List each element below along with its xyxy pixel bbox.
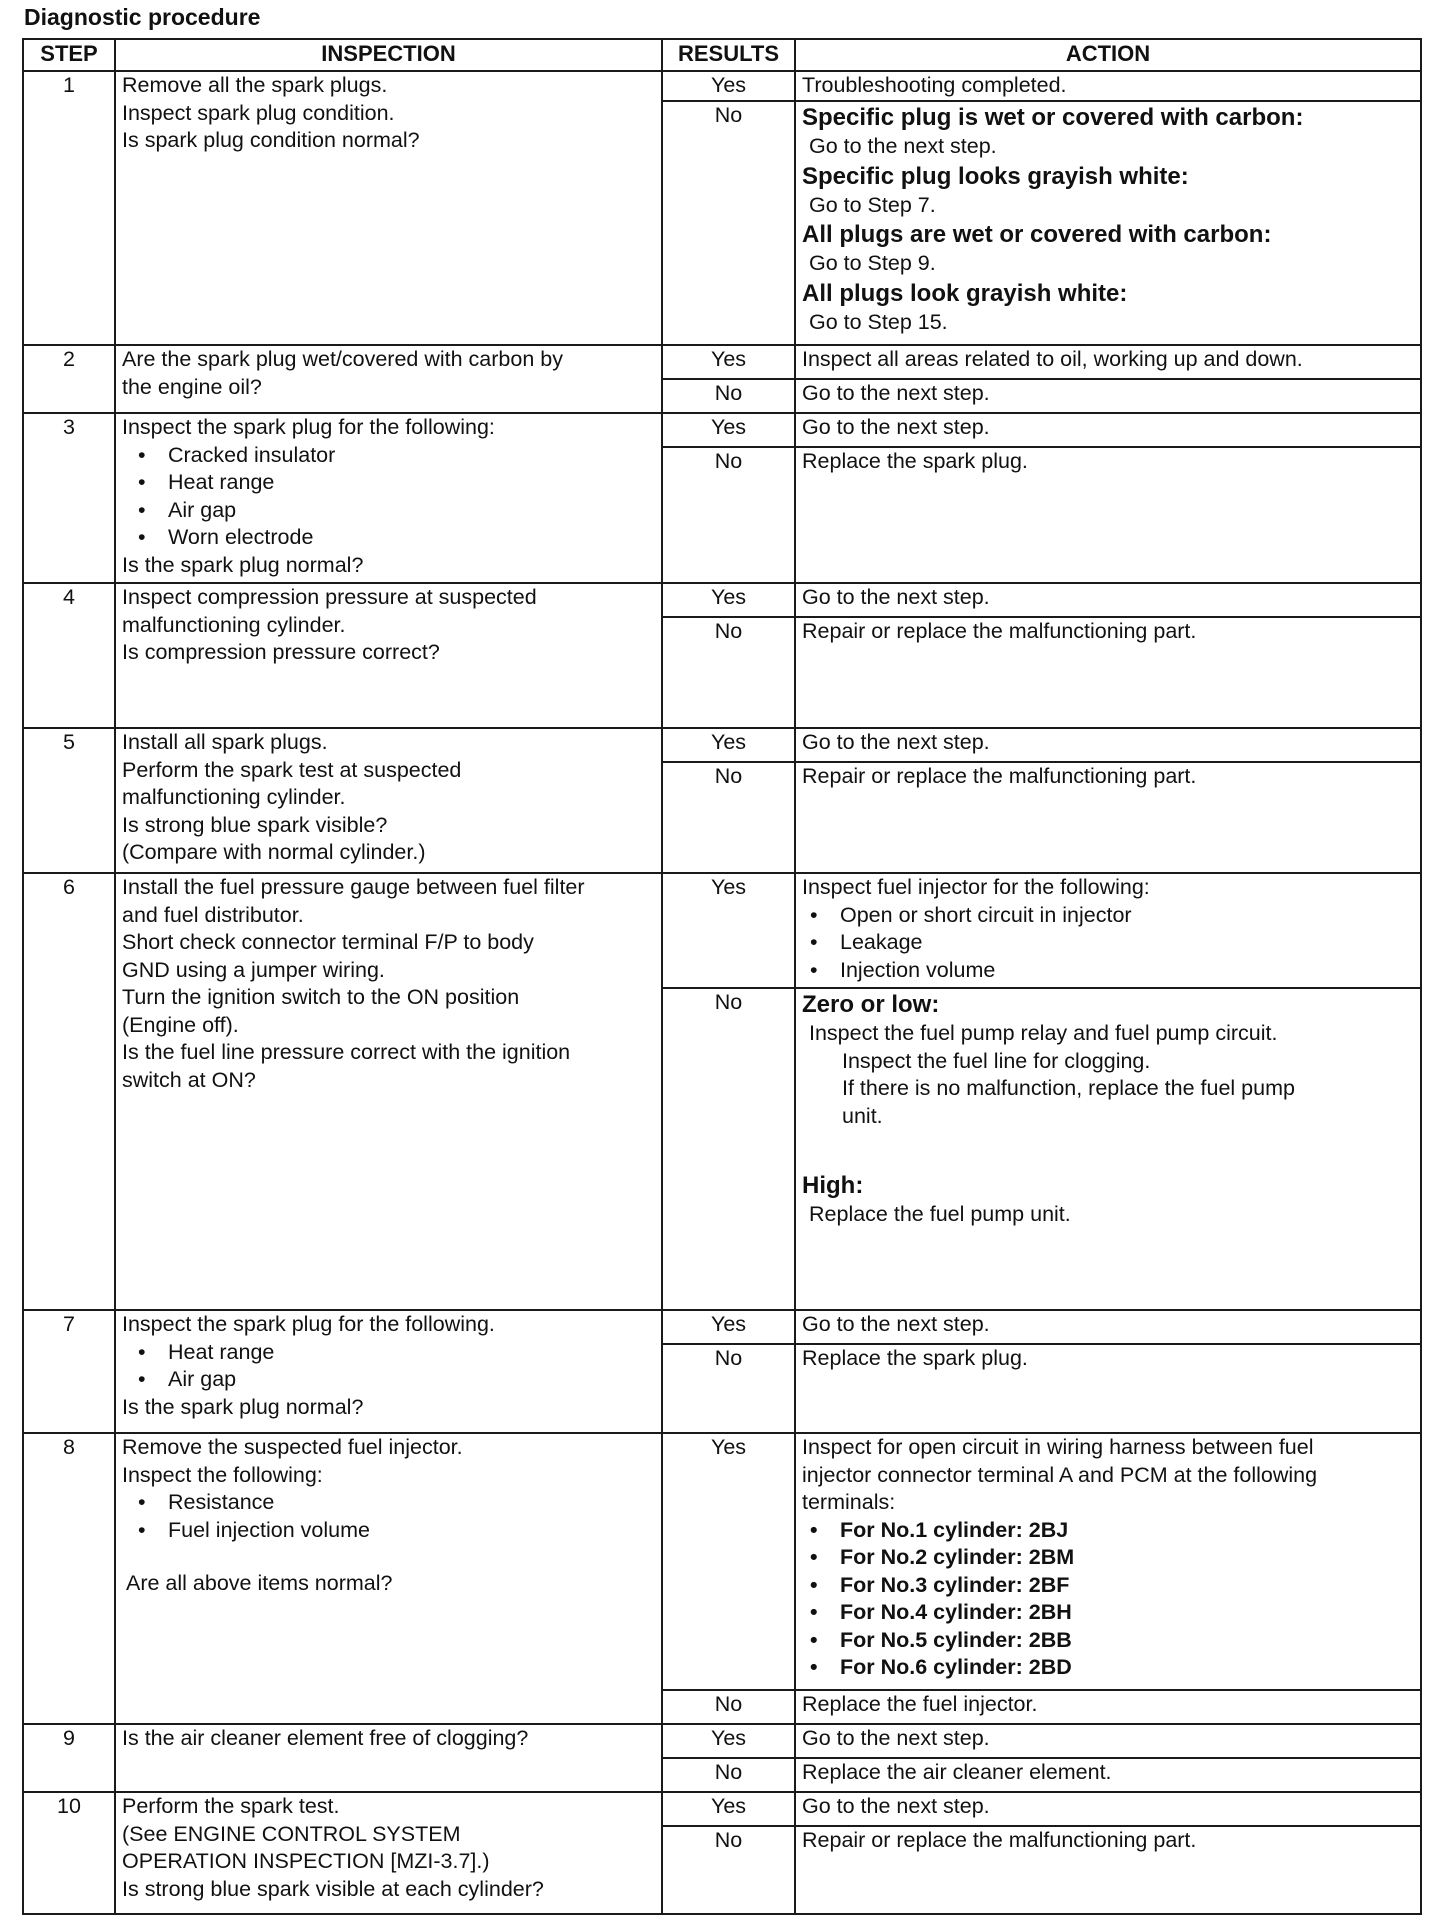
table-row <box>23 1310 1421 1344</box>
inspection-text: Install all spark plugs. <box>122 730 328 754</box>
header-row <box>23 39 1421 71</box>
action-cell: Go to the next step. <box>795 1724 1421 1758</box>
header-step: STEP <box>23 39 115 71</box>
inspection-text: malfunctioning cylinder. <box>122 612 346 637</box>
action-cell: Replace the air cleaner element. <box>795 1758 1421 1792</box>
inspection-text: (See ENGINE CONTROL SYSTEM <box>122 1821 461 1846</box>
list-item: • For No.4 cylinder: 2BH <box>810 1600 1072 1624</box>
table-row <box>23 1433 1421 1690</box>
result-no: No <box>662 762 795 873</box>
action-cell: Go to the next step. <box>795 728 1421 762</box>
inspection-cell <box>115 583 662 728</box>
list-item: • Open or short circuit in injector <box>810 902 1132 927</box>
condition-text: Inspect the fuel line for clogging. <box>842 1048 1151 1073</box>
step-number: 8 <box>23 1433 115 1724</box>
action-text: terminals: <box>802 1490 896 1514</box>
step-number: 6 <box>23 873 115 1310</box>
inspection-cell <box>115 1310 662 1433</box>
bullet-text: Heat range <box>168 470 275 494</box>
diagnostic-table <box>22 38 1422 1915</box>
inspection-text: Inspect the spark plug for the following: <box>122 415 495 439</box>
list-item: • Worn electrode <box>138 525 314 549</box>
result-yes: Yes <box>662 873 795 988</box>
bullet-text: Fuel injection volume <box>168 1517 370 1542</box>
bullet-text: Injection volume <box>840 957 996 982</box>
inspection-text: Inspect the spark plug for the following. <box>122 1312 495 1336</box>
inspection-text: Is compression pressure correct? <box>122 640 440 664</box>
condition-text: Go to Step 9. <box>809 251 936 275</box>
bullet-text: For No.3 cylinder: 2BF <box>840 1572 1070 1597</box>
list-item: • Heat range <box>138 1339 275 1364</box>
inspection-cell <box>115 1792 662 1914</box>
action-cell: Go to the next step. <box>795 413 1421 447</box>
page-title: Diagnostic procedure <box>24 4 261 30</box>
inspection-cell <box>115 1433 662 1724</box>
list-item: • For No.6 cylinder: 2BD <box>810 1655 1072 1679</box>
condition-heading: High: <box>802 1172 864 1199</box>
header-inspection: INSPECTION <box>115 39 662 71</box>
table-row <box>23 583 1421 617</box>
step-number: 9 <box>23 1724 115 1792</box>
inspection-text: GND using a jumper wiring. <box>122 957 385 982</box>
inspection-text: and fuel distributor. <box>122 902 304 927</box>
action-text: Inspect for open circuit in wiring harness between fuel <box>802 1435 1314 1459</box>
action-cell: Replace the spark plug. <box>795 1344 1421 1433</box>
action-cell: Go to the next step. <box>795 1310 1421 1344</box>
list-item: • Resistance <box>138 1490 275 1514</box>
list-item: • Heat range <box>138 470 275 494</box>
step-number: 1 <box>23 71 115 345</box>
step-number: 2 <box>23 345 115 413</box>
condition-heading: Zero or low: <box>802 991 940 1018</box>
action-cell <box>795 988 1421 1310</box>
inspection-text: Are all above items normal? <box>126 1571 393 1595</box>
table-row <box>23 1724 1421 1758</box>
list-item: • Injection volume <box>810 957 996 982</box>
result-no: No <box>662 1826 795 1914</box>
bullet-text: Open or short circuit in injector <box>840 902 1132 927</box>
step-number: 7 <box>23 1310 115 1433</box>
result-yes: Yes <box>662 345 795 379</box>
action-cell <box>795 873 1421 988</box>
inspection-text: (Engine off). <box>122 1012 239 1037</box>
bullet-text: For No.1 cylinder: 2BJ <box>840 1517 1069 1542</box>
inspection-text: Inspect compression pressure at suspected <box>122 585 537 609</box>
list-item: • Leakage <box>810 930 923 954</box>
inspection-text: Remove all the spark plugs. <box>122 73 388 97</box>
action-cell: Repair or replace the malfunctioning part. <box>795 1826 1421 1914</box>
bullet-text: For No.6 cylinder: 2BD <box>840 1655 1072 1679</box>
bullet-text: For No.2 cylinder: 2BM <box>840 1545 1075 1569</box>
bullet-text: Air gap <box>168 497 237 522</box>
bullet-text: Heat range <box>168 1339 275 1364</box>
table-row <box>23 71 1421 101</box>
table-row <box>23 345 1421 379</box>
inspection-cell <box>115 413 662 583</box>
inspection-text: Turn the ignition switch to the ON position <box>122 985 520 1009</box>
inspection-text: Perform the spark test. <box>122 1794 340 1818</box>
inspection-cell <box>115 345 662 413</box>
bullet-text: For No.4 cylinder: 2BH <box>840 1600 1072 1624</box>
list-item: • For No.2 cylinder: 2BM <box>810 1545 1075 1569</box>
bullet-text: Resistance <box>168 1490 275 1514</box>
condition-text: unit. <box>842 1103 883 1128</box>
inspection-text: the engine oil? <box>122 374 262 399</box>
step-number: 3 <box>23 413 115 583</box>
step-number: 10 <box>23 1792 115 1914</box>
bullet-text: For No.5 cylinder: 2BB <box>840 1627 1072 1652</box>
header-action: ACTION <box>795 39 1421 71</box>
inspection-cell <box>115 1724 662 1792</box>
bullet-text: Cracked insulator <box>168 442 336 467</box>
list-item: • Air gap <box>138 1367 237 1391</box>
inspection-text: Is the spark plug normal? <box>122 552 364 577</box>
result-yes: Yes <box>662 1310 795 1344</box>
inspection-text: Inspect spark plug condition. <box>122 100 395 125</box>
action-cell <box>795 101 1421 345</box>
inspection-text: Is the spark plug normal? <box>122 1394 364 1419</box>
inspection-text: switch at ON? <box>122 1067 256 1092</box>
result-no: No <box>662 379 795 413</box>
action-cell: Repair or replace the malfunctioning part. <box>795 762 1421 873</box>
result-yes: Yes <box>662 1792 795 1826</box>
inspection-text: Are the spark plug wet/covered with carbon by <box>122 347 563 371</box>
result-no: No <box>662 1344 795 1433</box>
result-no: No <box>662 988 795 1310</box>
action-cell <box>795 1433 1421 1690</box>
inspection-text: Install the fuel pressure gauge between fuel filter <box>122 875 585 899</box>
bullet-text: Worn electrode <box>168 525 314 549</box>
inspection-text: Perform the spark test at suspected <box>122 757 462 782</box>
inspection-text: Is the fuel line pressure correct with the ignition <box>122 1040 571 1064</box>
inspection-text: malfunctioning cylinder. <box>122 785 346 809</box>
step-number: 4 <box>23 583 115 728</box>
result-no: No <box>662 101 795 345</box>
result-yes: Yes <box>662 413 795 447</box>
action-text: injector connector terminal A and PCM at the following <box>802 1462 1318 1487</box>
header-results: RESULTS <box>662 39 795 71</box>
condition-text: Go to Step 7. <box>809 192 936 217</box>
condition-text: Go to the next step. <box>809 134 997 158</box>
action-cell: Go to the next step. <box>795 379 1421 413</box>
bullet-text: Leakage <box>840 930 923 954</box>
action-text: Inspect fuel injector for the following: <box>802 875 1150 899</box>
result-no: No <box>662 447 795 583</box>
list-item: • Fuel injection volume <box>138 1517 370 1542</box>
result-yes: Yes <box>662 583 795 617</box>
condition-text: Replace the fuel pump unit. <box>809 1202 1071 1226</box>
result-yes: Yes <box>662 728 795 762</box>
result-no: No <box>662 1690 795 1724</box>
action-cell: Go to the next step. <box>795 1792 1421 1826</box>
condition-heading: Specific plug looks grayish white: <box>802 162 1189 190</box>
table-row <box>23 413 1421 447</box>
inspection-text: Is spark plug condition normal? <box>122 128 420 152</box>
inspection-text: Inspect the following: <box>122 1462 323 1487</box>
inspection-cell <box>115 71 662 345</box>
condition-heading: All plugs look grayish white: <box>802 279 1128 307</box>
list-item: • Cracked insulator <box>138 442 336 467</box>
result-yes: Yes <box>662 1724 795 1758</box>
action-cell: Go to the next step. <box>795 583 1421 617</box>
list-item: • For No.1 cylinder: 2BJ <box>810 1517 1069 1542</box>
inspection-text: Is the air cleaner element free of clogging? <box>122 1726 529 1750</box>
inspection-text: OPERATION INSPECTION [MZI-3.7].) <box>122 1849 490 1873</box>
list-item: • For No.5 cylinder: 2BB <box>810 1627 1072 1652</box>
table-row <box>23 873 1421 988</box>
action-cell: Repair or replace the malfunctioning part. <box>795 617 1421 728</box>
inspection-text: Remove the suspected fuel injector. <box>122 1435 463 1459</box>
inspection-text: Is strong blue spark visible? <box>122 812 388 837</box>
action-cell: Replace the fuel injector. <box>795 1690 1421 1724</box>
bullet-text: Air gap <box>168 1367 237 1391</box>
inspection-cell <box>115 728 662 873</box>
condition-text: If there is no malfunction, replace the fuel pump <box>842 1076 1295 1100</box>
table-row <box>23 1792 1421 1826</box>
inspection-text: Short check connector terminal F/P to body <box>122 930 534 954</box>
result-no: No <box>662 1758 795 1792</box>
action-cell: Replace the spark plug. <box>795 447 1421 583</box>
condition-heading: Specific plug is wet or covered with carbon: <box>802 104 1304 131</box>
step-number: 5 <box>23 728 115 873</box>
inspection-text: (Compare with normal cylinder.) <box>122 840 426 864</box>
action-cell: Troubleshooting completed. <box>795 71 1421 101</box>
result-yes: Yes <box>662 71 795 101</box>
list-item: • For No.3 cylinder: 2BF <box>810 1572 1070 1597</box>
action-cell: Inspect all areas related to oil, working up and down. <box>795 345 1421 379</box>
list-item: • Air gap <box>138 497 237 522</box>
inspection-text: Is strong blue spark visible at each cylinder? <box>122 1876 544 1901</box>
result-no: No <box>662 617 795 728</box>
condition-heading: All plugs are wet or covered with carbon: <box>802 221 1272 248</box>
table-row <box>23 728 1421 762</box>
inspection-cell <box>115 873 662 1310</box>
condition-text: Inspect the fuel pump relay and fuel pump circuit. <box>809 1021 1278 1045</box>
result-yes: Yes <box>662 1433 795 1690</box>
condition-text: Go to Step 15. <box>809 309 948 334</box>
